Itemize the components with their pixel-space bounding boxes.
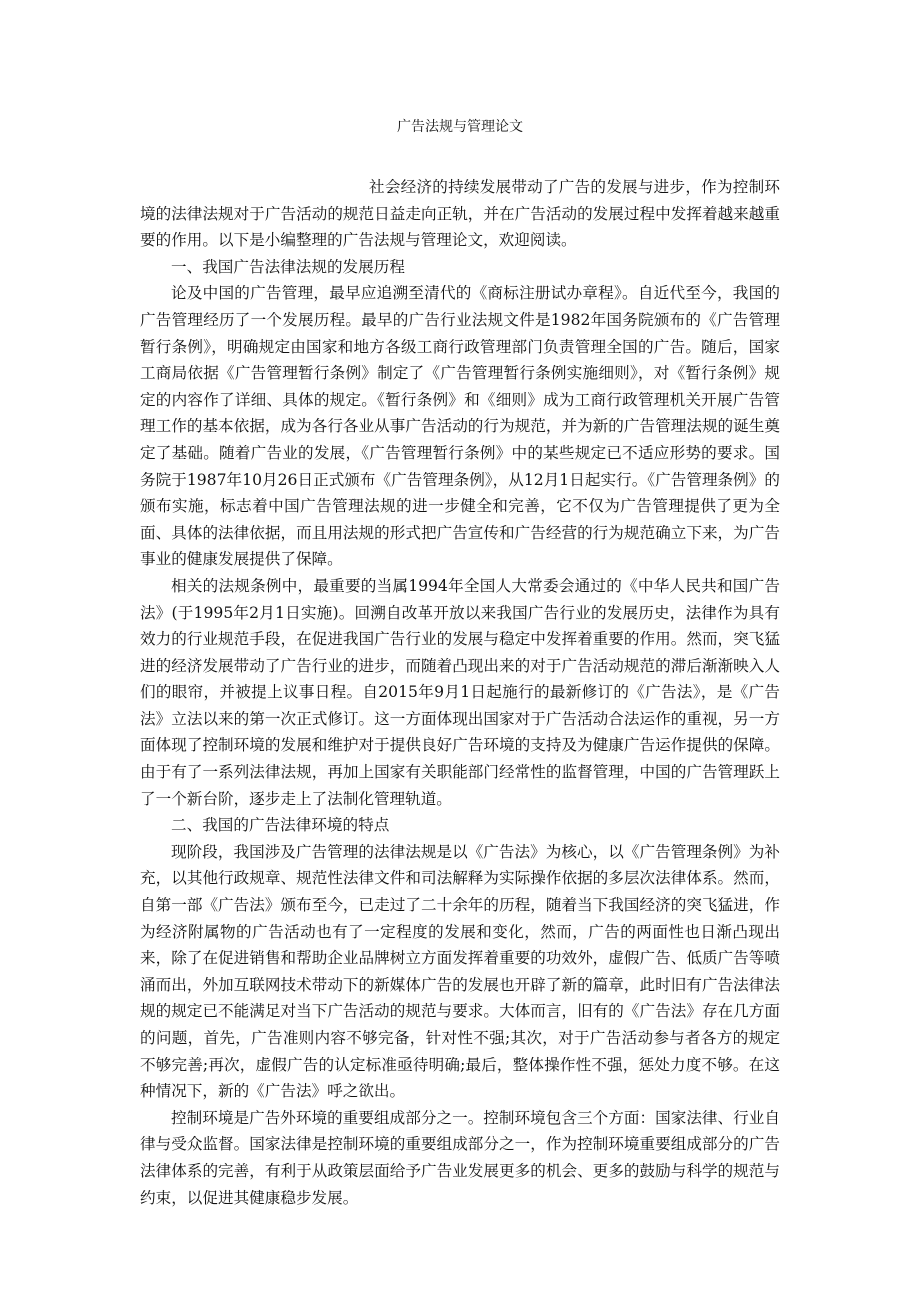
document-body: [140, 174, 780, 1211]
body-paragraph: 现阶段，我国涉及广告管理的法律法规是以《广告法》为核心，以《广告管理条例》为补充，以其他行政规章、规范性法律文件和司法解释为实际操作依据的多层次法律体系。然而，自第一部《广告法》颁布至今，已走过了二十余年的历程，随着当下我国经济的突飞猛进，作为经济附属物的广告活动也有了一定程度的发展和变化，然而，广告的两面性也日渐凸现出来，除了在促进销售和帮助企业品牌树立方面发挥着重要的功效外，虚假广告、低质广告等喷涌而出，外加互联网技术带动下的新媒体广告的发展也开辟了新的篇章，此时旧有广告法律法规的规定已不能满足对当下广告活动的规范与要求。大体而言，旧有的《广告法》存在几方面的问题，首先，广告准则内容不够完备，针对性不强;其次，对于广告活动参与者各方的规定不够完善;再次，虚假广告的认定标准亟待明确;最后，整体操作性不强，惩处力度不够。在这种情况下，新的《广告法》呼之欲出。: [140, 842, 780, 1101]
document-title: 广告法规与管理论文: [397, 119, 523, 135]
section-heading-1: 一、我国广告法律法规的发展历程: [171, 257, 405, 276]
section-heading-2: 二、我国的广告法律环境的特点: [171, 816, 390, 835]
body-paragraph: 控制环境是广告外环境的重要组成部分之一。控制环境包含三个方面：国家法律、行业自律与受众监督。国家法律是控制环境的重要组成部分之一，作为控制环境重要组成部分的广告法律体系的完善，有利于从政策层面给予广告业发展更多的机会、更多的鼓励与科学的规范与约束，以促进其健康稳步发展。: [140, 1108, 780, 1207]
body-paragraph: 论及中国的广告管理，最早应追溯至清代的《商标注册试办章程》。自近代至今，我国的广告管理经历了一个发展历程。最早的广告行业法规文件是1982年国务院颁布的《广告管理暂行条例》，明确规定由国家和地方各级工商行政管理部门负责管理全国的广告。随后，国家工商局依据《广告管理暂行条例》制定了《广告管理暂行条例实施细则》，对《暂行条例》规定的内容作了详细、具体的规定。《暂行条例》和《细则》成为工商行政管理机关开展广告管理工作的基本依据，成为各行各业从事广告活动的行为规范，并为新的广告管理法规的诞生奠定了基础。随着广告业的发展，《广告管理暂行条例》中的某些规定已不适应形势的要求。国务院于1987年10月26日正式颁布《广告管理条例》，从12月1日起实行。《广告管理条例》的颁布实施，标志着中国广告管理法规的进一步健全和完善，它不仅为广告管理提供了更为全面、具体的法律依据，而且用法规的形式把广告宣传和广告经营的行为规范确立下来，为广告事业的健康发展提供了保障。: [140, 284, 780, 569]
intro-paragraph: 社会经济的持续发展带动了广告的发展与进步，作为控制环境的法律法规对于广告活动的规范日益走向正轨，并在广告活动的发展过程中发挥着越来越重要的作用。以下是小编整理的广告法规与管理论文，欢迎阅读。: [140, 178, 780, 250]
body-paragraph: 相关的法规条例中，最重要的当属1994年全国人大常委会通过的《中华人民共和国广告法》(于1995年2月1日实施)。回溯自改革开放以来我国广告行业的发展历史，法律作为具有效力的行业规范手段，在促进我国广告行业的发展与稳定中发挥着重要的作用。然而，突飞猛进的经济发展带动了广告行业的进步，而随着凸现出来的对于广告活动规范的滞后渐渐映入人们的眼帘，并被提上议事日程。自2015年9月1日起施行的最新修订的《广告法》，是《广告法》立法以来的第一次正式修订。这一方面体现出国家对于广告活动合法运作的重视，另一方面体现了控制环境的发展和维护对于提供良好广告环境的支持及为健康广告运作提供的保障。由于有了一系列法律法规，再加上国家有关职能部门经常性的监督管理，中国的广告管理跃上了一个新台阶，逐步走上了法制化管理轨道。: [140, 576, 780, 808]
